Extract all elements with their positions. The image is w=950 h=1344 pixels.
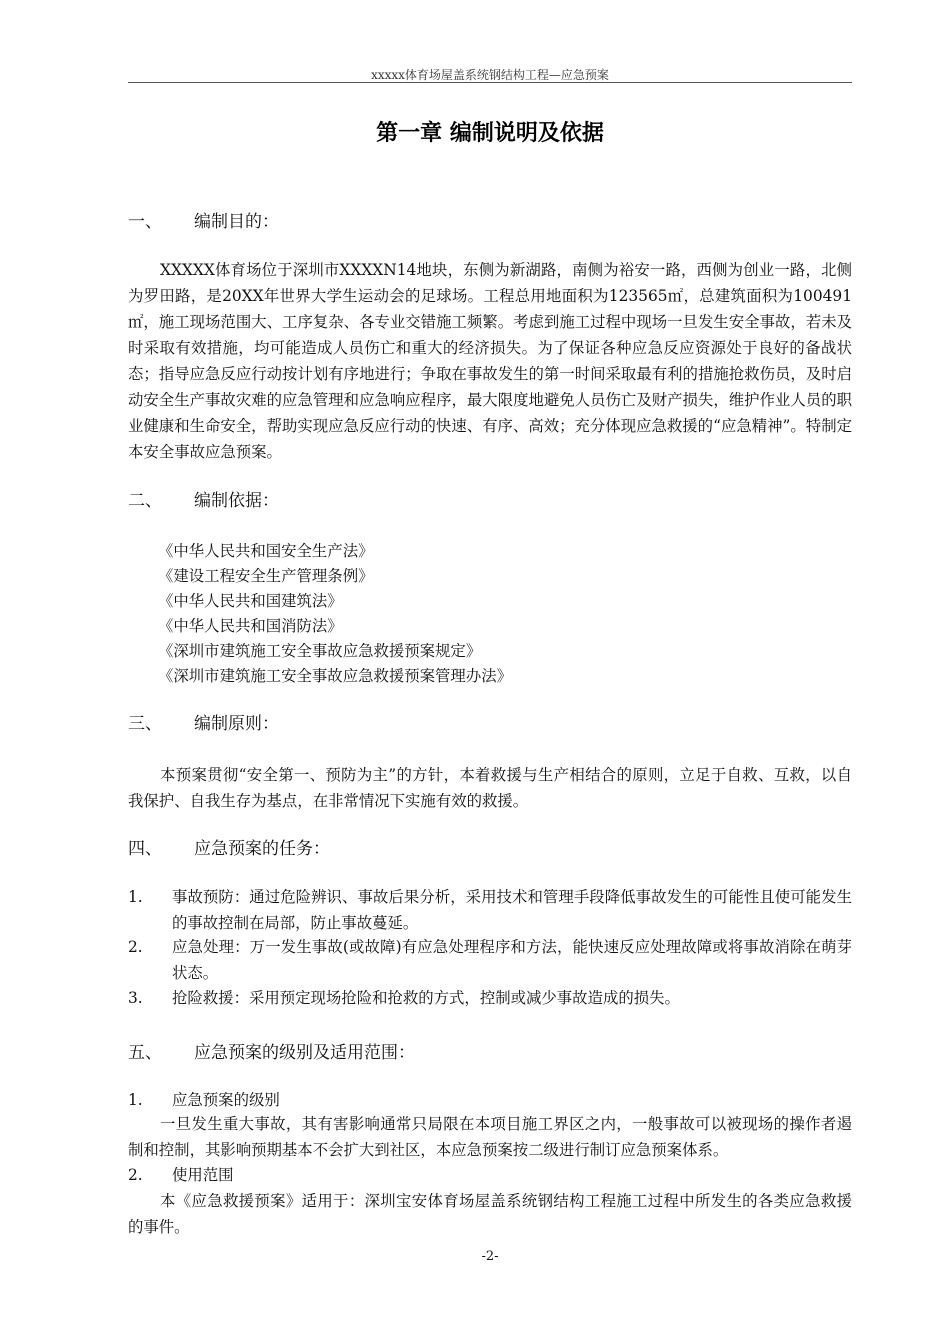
subsection-number: 1. [128, 1091, 143, 1109]
section-title: 编制依据： [194, 491, 279, 511]
reference-item: 《中华人民共和国建筑法》 [158, 592, 343, 610]
chapter-title: 第一章 编制说明及依据 [376, 121, 604, 146]
section-heading-basis [128, 486, 279, 511]
task-item [128, 934, 852, 986]
task-item [128, 884, 852, 936]
scope-level-paragraph: 一旦发生重大事故，其有害影响通常只局限在本项目施工界区之内，一般事故可以被现场的操作者遏制和控制，其影响预期基本不会扩大到社区，本应急预案按二级进行制订应急预案体系。 [128, 1115, 852, 1159]
section-title: 应急预案的级别及适用范围： [194, 1043, 415, 1063]
subsection-title: 应急预案的级别 [172, 1091, 280, 1109]
scope-use-paragraph: 本《应急救援预案》适用于：深圳宝安体育场屋盖系统钢结构工程施工过程中所发生的各类应急救援的事件。 [128, 1192, 852, 1236]
section-number: 四、 [128, 839, 162, 859]
task-text: 抢险救援：采用预定现场抢险和抢救的方式，控制或减少事故造成的损失。 [172, 989, 680, 1007]
scope-level-heading [128, 1087, 280, 1113]
task-number: 1. [128, 888, 143, 906]
task-number: 2. [128, 938, 143, 956]
principle-paragraph: 本预案贯彻“安全第一、预防为主”的方针，本着救援与生产相结合的原则，立足于自救、互救，以自我保护、自我生存为基点，在非常情况下实施有效的救援。 [128, 766, 852, 810]
section-title: 编制原则： [194, 714, 279, 734]
section-number: 二、 [128, 491, 162, 511]
scope-use-heading [128, 1162, 234, 1188]
page-number: -2- [481, 1249, 499, 1264]
header-rule [128, 82, 852, 83]
task-text: 事故预防：通过危险辨识、事故后果分析，采用技术和管理手段降低事故发生的可能性且使可能发生的事故控制在局部，防止事故蔓延。 [172, 888, 852, 932]
section-heading-scope [128, 1038, 415, 1063]
task-number: 3. [128, 989, 143, 1007]
purpose-paragraph: XXXXX体育场位于深圳市XXXXN14地块，东侧为新湖路，南侧为裕安一路，西侧为创业一路，北侧为罗田路，是20XX年世界大学生运动会的足球场。工程总用地面积为123565㎡，总建筑面积为100491㎡，施工现场范围大、工序复杂、各专业交错施工频繁。考虑到施工过程中现场一旦发生安全事故，若未及时采取有效措施，均可能造成人员伤亡和重大的经济损失。为了保证各种应急反应资源处于良好的备战状态；指导应急反应行动按计划有序地进行；争取在事故发生的第一时间采取最有利的措施抢救伤员，及时启动安全生产事故灾难的应急管理和应急响应程序，最大限度地避免人员伤亡及财产损失，维护作业人员的职业健康和生命安全，帮助实现应急反应行动的快速、有序、高效；充分体现应急救援的“应急精神”。特制定本安全事故应急预案。 [128, 261, 852, 461]
section-title: 应急预案的任务： [194, 839, 330, 859]
task-text: 应急处理：万一发生事故(或故障)有应急处理程序和方法，能快速反应处理故障或将事故消除在萌芽状态。 [172, 938, 852, 982]
reference-item: 《中华人民共和国安全生产法》 [158, 542, 374, 560]
reference-item: 《深圳市建筑施工安全事故应急救援预案规定》 [158, 642, 482, 660]
section-title: 编制目的： [194, 212, 279, 232]
section-number: 三、 [128, 714, 162, 734]
subsection-number: 2. [128, 1166, 143, 1184]
running-header: xxxxx体育场屋盖系统钢结构工程—应急预案 [371, 68, 609, 82]
section-heading-purpose [128, 207, 279, 232]
task-item [128, 985, 852, 1011]
section-heading-tasks [128, 834, 330, 859]
section-number: 一、 [128, 212, 162, 232]
section-number: 五、 [128, 1043, 162, 1063]
reference-item: 《建设工程安全生产管理条例》 [158, 567, 374, 585]
reference-item: 《中华人民共和国消防法》 [158, 617, 343, 635]
subsection-title: 使用范围 [172, 1166, 234, 1184]
section-heading-principle [128, 709, 279, 734]
reference-item: 《深圳市建筑施工安全事故应急救援预案管理办法》 [158, 667, 512, 685]
reference-list [158, 539, 512, 689]
